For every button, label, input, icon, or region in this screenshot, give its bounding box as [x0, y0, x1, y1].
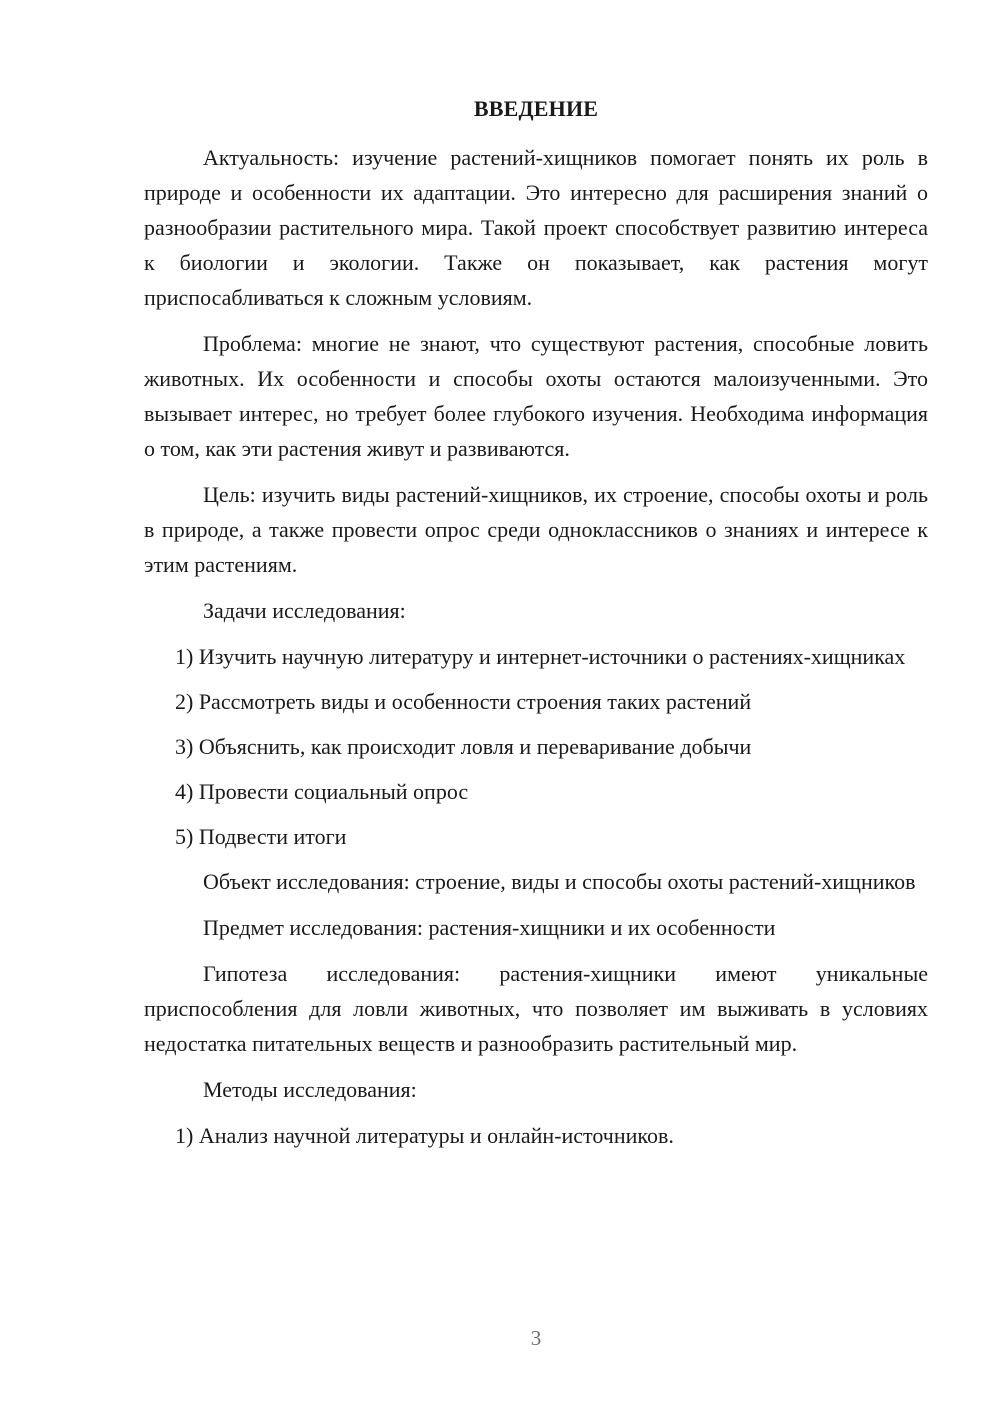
tasks-heading: Задачи исследования: [203, 598, 406, 623]
paragraph-goal: Цель: изучить виды растений-хищников, их строение, способы охоты и роль в природе, а также провести опрос среди одноклассников о знаниях и интересе к этим растениям. [144, 482, 928, 577]
document-page [144, 96, 928, 1314]
task-item: 1) Изучить научную литературу и интернет-источники о растениях-хищниках [175, 644, 906, 669]
methods-heading: Методы исследования: [203, 1077, 417, 1102]
method-item: 1) Анализ научной литературы и онлайн-источников. [175, 1123, 674, 1148]
paragraph-object: Объект исследования: строение, виды и способы охоты растений-хищников [203, 869, 916, 894]
page-number: 3 [530, 1326, 542, 1350]
section-heading: ВВЕДЕНИЕ [473, 96, 599, 121]
paragraph-relevance: Актуальность: изучение растений-хищников помогает понять их роль в природе и особенности их адаптации. Это интересно для расширения знаний о разнообразии растительного мира. Такой проект способствует развитию интереса к биологии и экологии. Также он показывает, как растения могут приспосабливаться к сложным условиям. [144, 145, 928, 310]
paragraph-hypothesis: Гипотеза исследования: растения-хищники имеют уникальные приспособления для ловли животных, что позволяет им выживать в условиях недостатка питательных веществ и разнообразить растительный мир. [144, 961, 928, 1056]
task-item: 3) Объяснить, как происходит ловля и переваривание добычи [175, 734, 752, 759]
paragraph-problem: Проблема: многие не знают, что существуют растения, способные ловить животных. Их особенности и способы охоты остаются малоизученными. Это вызывает интерес, но требует более глубокого изучения. Необходима информация о том, как эти растения живут и развиваются. [144, 331, 928, 461]
task-item: 2) Рассмотреть виды и особенности строения таких растений [175, 689, 752, 714]
task-item: 5) Подвести итоги [175, 824, 347, 849]
paragraph-subject: Предмет исследования: растения-хищники и их особенности [203, 915, 776, 940]
task-item: 4) Провести социальный опрос [175, 779, 469, 804]
